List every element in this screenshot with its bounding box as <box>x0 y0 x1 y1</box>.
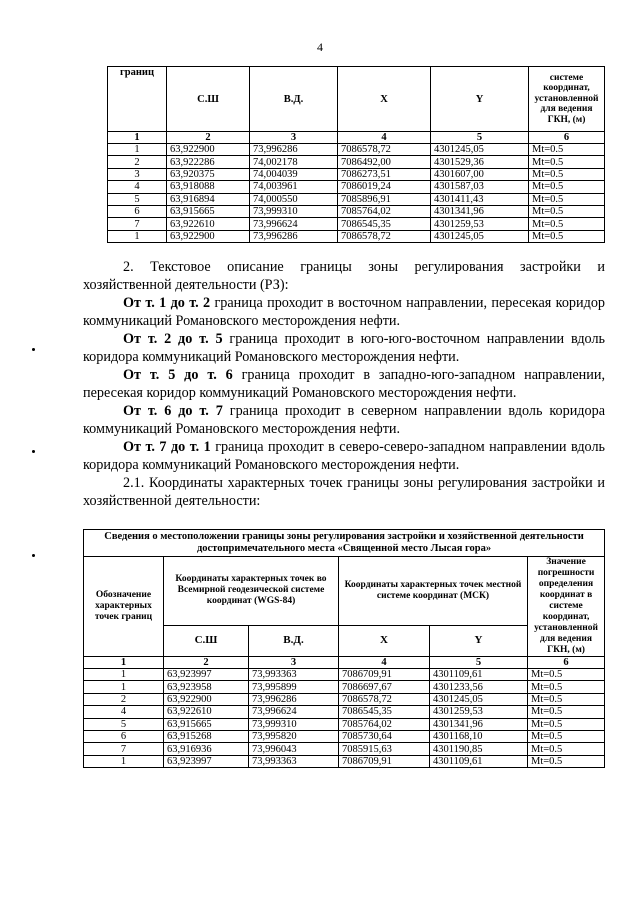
table-cell: 7 <box>108 218 167 230</box>
table-cell: 7086545,35 <box>339 706 430 718</box>
table-cell: 4301168,10 <box>430 730 528 742</box>
table-cell: 1 <box>108 144 167 156</box>
column-number-cell: 6 <box>528 657 605 669</box>
table-cell: 2 <box>108 156 167 168</box>
item2-heading-line1: 2. Текстовое описание границы зоны регулирования застройки и <box>123 259 605 275</box>
segment-description: граница проходит в восточном направлении, пересекая коридор коммуникаций Романовского месторождения нефти. <box>83 295 606 329</box>
table-row <box>84 693 605 705</box>
table-cell: 73,996043 <box>249 743 339 755</box>
table-cell: 7086578,72 <box>338 230 431 242</box>
table-cell: 4301341,96 <box>431 205 529 217</box>
table-header-row <box>84 557 605 626</box>
table-cell: 7085764,02 <box>338 205 431 217</box>
table-cell: 7086709,91 <box>339 669 430 681</box>
column-number-row <box>108 132 605 144</box>
table-cell: 63,922610 <box>164 706 249 718</box>
subheader-cell: X <box>339 625 430 656</box>
table-cell: 4301607,00 <box>431 168 529 180</box>
table-cell: 73,996286 <box>249 693 339 705</box>
segment-description: граница проходит в юго-юго-восточном направлении вдоль коридора коммуникаций Романовского месторождения нефти. <box>83 331 606 365</box>
subheader-cell: В.Д. <box>249 625 339 656</box>
table-cell: 73,996286 <box>250 144 338 156</box>
table-cell: 7086578,72 <box>339 693 430 705</box>
table-cell: 4301259,53 <box>430 706 528 718</box>
table-cell: 6 <box>108 205 167 217</box>
segment-label: От т. 6 до т. 7 <box>123 403 223 419</box>
table-cell: 4301233,56 <box>430 681 528 693</box>
header-msk: Координаты характерных точек местной системе координат (МСК) <box>339 557 528 626</box>
segment-description: граница проходит в северо-северо-западном направлении вдоль коридора коммуникаций Романовского месторождения нефти. <box>83 439 606 473</box>
table-cell: 73,993363 <box>249 755 339 767</box>
table-row <box>108 181 605 193</box>
coordinates-table-continued <box>107 66 605 243</box>
table-cell: Mt=0.5 <box>529 193 605 205</box>
table-cell: Mt=0.5 <box>529 144 605 156</box>
table-cell: 7086273,51 <box>338 168 431 180</box>
table-row <box>84 743 605 755</box>
table-row <box>108 230 605 242</box>
header-cell: системе координат, установленной для ведения ГКН, (м) <box>529 67 605 132</box>
table-cell: 7086709,91 <box>339 755 430 767</box>
table-cell: 1 <box>84 755 164 767</box>
table-title: Сведения о местоположении границы зоны регулирования застройки и хозяйственной деятельности достопримечательного места «Священной место Лысая гора» <box>84 530 605 557</box>
table-header-row <box>108 67 605 132</box>
table-cell: 63,923997 <box>164 755 249 767</box>
column-number-cell: 6 <box>529 132 605 144</box>
table-cell: 7086492,00 <box>338 156 431 168</box>
item2-heading-line2: хозяйственной деятельности (РЗ): <box>83 277 289 293</box>
table-row <box>84 669 605 681</box>
table-cell: Mt=0.5 <box>528 730 605 742</box>
table-cell: 4301245,05 <box>431 144 529 156</box>
header-cell: Y <box>431 67 529 132</box>
table-row <box>108 144 605 156</box>
table-cell: 4301109,61 <box>430 669 528 681</box>
table-cell: Mt=0.5 <box>529 181 605 193</box>
column-number-cell: 3 <box>250 132 338 144</box>
table-cell: 4 <box>84 706 164 718</box>
table-cell: 4 <box>108 181 167 193</box>
table-cell: Mt=0.5 <box>529 218 605 230</box>
header-cell: С.Ш <box>167 67 250 132</box>
table-cell: Mt=0.5 <box>528 693 605 705</box>
column-number-cell: 2 <box>167 132 250 144</box>
boundary-segment-paragraph <box>83 438 605 474</box>
table-row <box>84 718 605 730</box>
table-cell: 74,003961 <box>250 181 338 193</box>
table-cell: Mt=0.5 <box>528 669 605 681</box>
subheader-cell: Y <box>430 625 528 656</box>
margin-dot <box>32 450 35 453</box>
table-cell: 73,996624 <box>249 706 339 718</box>
segment-label: От т. 2 до т. 5 <box>123 331 223 347</box>
table-cell: 4301587,03 <box>431 181 529 193</box>
segment-label: От т. 1 до т. 2 <box>123 295 211 311</box>
header-points: Обозначение характерных точек границ <box>84 557 164 657</box>
table-cell: 4301259,53 <box>431 218 529 230</box>
table-row <box>84 681 605 693</box>
item21-heading: 2.1. Координаты характерных точек границы зоны регулирования застройки и хозяйственной деятельности: <box>83 475 605 509</box>
table-cell: Mt=0.5 <box>528 755 605 767</box>
table-cell: 73,995820 <box>249 730 339 742</box>
column-number-cell: 2 <box>164 657 249 669</box>
segment-description: граница проходит в западно-юго-западном направлении, пересекая коридор коммуникаций Романовского месторождения нефти. <box>83 367 605 401</box>
table-row <box>84 755 605 767</box>
table-row <box>108 168 605 180</box>
table-cell: 63,920375 <box>167 168 250 180</box>
table-cell: 73,996624 <box>250 218 338 230</box>
column-number-cell: 4 <box>339 657 430 669</box>
table-cell: 73,999310 <box>249 718 339 730</box>
table-cell: 7 <box>84 743 164 755</box>
boundary-segment-paragraph <box>83 330 605 366</box>
column-number-cell: 5 <box>430 657 528 669</box>
table-cell: 7086545,35 <box>338 218 431 230</box>
table-cell: Mt=0.5 <box>529 230 605 242</box>
table-row <box>108 205 605 217</box>
table-cell: 73,996286 <box>250 230 338 242</box>
table-cell: 5 <box>84 718 164 730</box>
table-cell: 74,002178 <box>250 156 338 168</box>
coordinates-table <box>83 529 605 768</box>
table-cell: 4301245,05 <box>430 693 528 705</box>
table-row <box>108 218 605 230</box>
table-cell: 7085730,64 <box>339 730 430 742</box>
table-cell: 63,915665 <box>164 718 249 730</box>
table-cell: 6 <box>84 730 164 742</box>
column-number-cell: 3 <box>249 657 339 669</box>
table-cell: 73,995899 <box>249 681 339 693</box>
table-cell: 7086578,72 <box>338 144 431 156</box>
segment-label: От т. 5 до т. 6 <box>123 367 233 383</box>
table-cell: Mt=0.5 <box>528 743 605 755</box>
table-cell: 63,922900 <box>164 693 249 705</box>
column-number-row <box>84 657 605 669</box>
text-section <box>83 258 605 510</box>
table-row <box>84 730 605 742</box>
table-cell: 4301109,61 <box>430 755 528 767</box>
subheader-cell: С.Ш <box>164 625 249 656</box>
table-cell: Mt=0.5 <box>529 156 605 168</box>
table-cell: 63,922900 <box>167 144 250 156</box>
table-title-row <box>84 530 605 557</box>
table-cell: Mt=0.5 <box>528 681 605 693</box>
table-cell: Mt=0.5 <box>529 205 605 217</box>
table-cell: 7086019,24 <box>338 181 431 193</box>
table-cell: 63,918088 <box>167 181 250 193</box>
table-cell: 7086697,67 <box>339 681 430 693</box>
header-accuracy: Значение погрешности определения координат в системе координат, установленной для ведения ГКН, (м) <box>528 557 605 657</box>
table-cell: 5 <box>108 193 167 205</box>
table-cell: Mt=0.5 <box>528 706 605 718</box>
table-cell: 2 <box>84 693 164 705</box>
column-number-cell: 1 <box>108 132 167 144</box>
table-cell: 4301341,96 <box>430 718 528 730</box>
table-cell: 7085764,02 <box>339 718 430 730</box>
boundary-segment-paragraph <box>83 366 605 402</box>
header-cell: В.Д. <box>250 67 338 132</box>
column-number-cell: 1 <box>84 657 164 669</box>
table-cell: 63,916936 <box>164 743 249 755</box>
margin-dot <box>32 554 35 557</box>
segment-description: граница проходит в северном направлении вдоль коридора коммуникаций Романовского месторождения нефти. <box>83 403 606 437</box>
margin-dot <box>32 348 35 351</box>
table-cell: 74,000550 <box>250 193 338 205</box>
table-cell: 4301245,05 <box>431 230 529 242</box>
table-cell: 4301529,36 <box>431 156 529 168</box>
boundary-segment-paragraph <box>83 402 605 438</box>
table-cell: 7085896,91 <box>338 193 431 205</box>
table-cell: 3 <box>108 168 167 180</box>
table-cell: 73,993363 <box>249 669 339 681</box>
page-number: 4 <box>317 40 323 54</box>
table-cell: 63,923958 <box>164 681 249 693</box>
table-cell: 4301190,85 <box>430 743 528 755</box>
table-cell: 1 <box>84 681 164 693</box>
table-cell: 4301411,43 <box>431 193 529 205</box>
header-cell: X <box>338 67 431 132</box>
header-cell: границ <box>108 67 167 132</box>
boundary-segment-paragraph <box>83 294 605 330</box>
column-number-cell: 4 <box>338 132 431 144</box>
column-number-cell: 5 <box>431 132 529 144</box>
table-cell: 63,923997 <box>164 669 249 681</box>
table-row <box>84 706 605 718</box>
table-row <box>108 156 605 168</box>
table-cell: 63,922286 <box>167 156 250 168</box>
table-cell: 63,915665 <box>167 205 250 217</box>
table-cell: Mt=0.5 <box>528 718 605 730</box>
table-cell: 1 <box>108 230 167 242</box>
table-cell: 1 <box>84 669 164 681</box>
table-row <box>108 193 605 205</box>
table-cell: 63,915268 <box>164 730 249 742</box>
header-wgs: Координаты характерных точек во Всемирной геодезической системе координат (WGS-84) <box>164 557 339 626</box>
table-cell: 73,999310 <box>250 205 338 217</box>
table-cell: 7085915,63 <box>339 743 430 755</box>
segment-label: От т. 7 до т. 1 <box>123 439 211 455</box>
table-cell: 63,922900 <box>167 230 250 242</box>
table-cell: 63,922610 <box>167 218 250 230</box>
table-cell: Mt=0.5 <box>529 168 605 180</box>
table-cell: 74,004039 <box>250 168 338 180</box>
table-cell: 63,916894 <box>167 193 250 205</box>
